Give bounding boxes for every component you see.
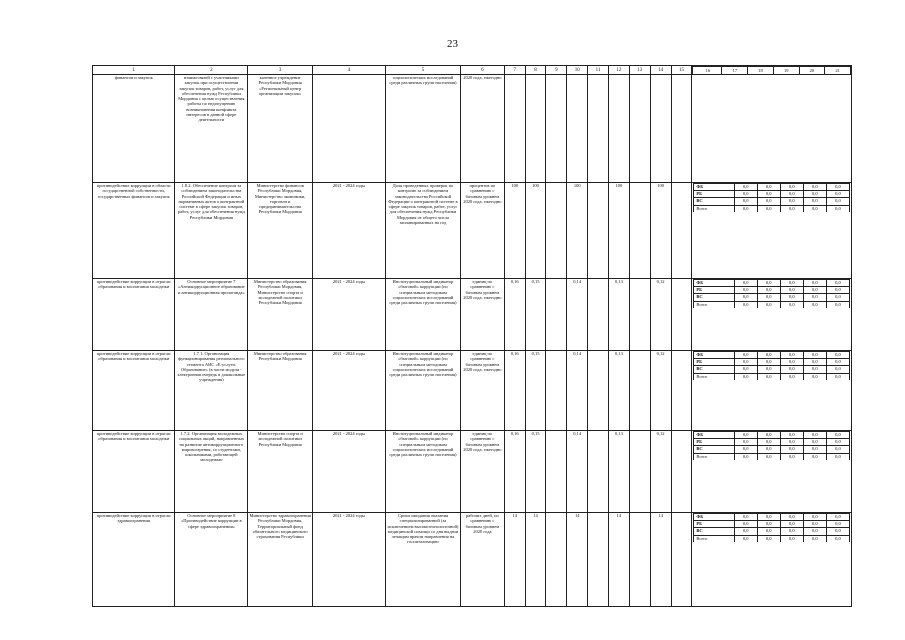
indicator-value-cell: 0,14 (567, 351, 588, 431)
financing-cell (692, 431, 852, 513)
indicator-cell: Доля проведенных проверок по контролю за соблюдением законодательства Российской Федерации о контрактной системе в сфере закупок товаров, работ, услуг для обеспечения нужд Республики Мордовия от общего числа запланированных на год (385, 183, 460, 279)
funding-source-label: ФБ (694, 352, 734, 359)
funding-amount: 0,0 (780, 439, 803, 446)
indicator-value-cell (671, 279, 692, 351)
funding-source-label: ФБ (694, 432, 734, 439)
table-row (93, 279, 852, 351)
indicator-value-cell: 14 (504, 513, 525, 607)
funding-amount: 0,0 (734, 191, 757, 198)
measure-cell: 1.8.2. Обеспечение контроля за соблюдением законодательства Российской Федерации и иных нормативных актов о контрактной системе в сфере закупок товаров, работ, услуг для обеспечения нужд Республики Мордовия (175, 183, 248, 279)
program-table (92, 65, 852, 607)
funding-amount: 0,0 (734, 359, 757, 366)
unit-cell: рабочих дней, по сравнению с базовым уровнем 2020 года (460, 513, 504, 607)
indicator-value-cell (588, 513, 609, 607)
column-number: 9 (546, 66, 567, 75)
funding-amount: 0,0 (780, 191, 803, 198)
funding-amount: 0,0 (826, 528, 849, 535)
funding-amount: 0,0 (780, 366, 803, 373)
column-number: 1 (93, 66, 175, 75)
funding-amount: 0,0 (780, 184, 803, 191)
direction-cell: противодействие коррупции в области государственной собственности, государственных финансов и закупок (93, 183, 175, 279)
indicator-value-cell: 0,14 (567, 279, 588, 351)
funding-amount: 0,0 (803, 352, 826, 359)
financing-row (694, 205, 850, 212)
indicator-value-cell: 0,15 (525, 351, 546, 431)
funding-amount: 0,0 (826, 205, 849, 212)
column-number: 10 (567, 66, 588, 75)
funding-source-label: ФБ (694, 280, 734, 287)
funding-amount: 0,0 (780, 294, 803, 301)
funding-amount: 0,0 (734, 294, 757, 301)
funding-amount: 0,0 (826, 521, 849, 528)
indicator-value-cell: 0,12 (650, 351, 671, 431)
column-number: 7 (504, 66, 525, 75)
funding-amount: 0,0 (826, 280, 849, 287)
financing-row (694, 373, 850, 380)
column-number: 12 (608, 66, 629, 75)
financing-row (694, 287, 850, 294)
column-number: 18 (748, 67, 774, 75)
indicator-cell: Институциональный индикатор «бытовой» коррупции (по специальным методикам социологических исследований среди различных групп населения) (385, 431, 460, 513)
funding-amount: 0,0 (826, 184, 849, 191)
indicator-cell: Институциональный индикатор «бытовой» коррупции (по специальным методикам социологических исследований среди различных групп населения) (385, 279, 460, 351)
direction-cell: финансов и закупок (93, 75, 175, 183)
funding-amount: 0,0 (826, 352, 849, 359)
financing-cell (692, 279, 852, 351)
indicator-value-cell (629, 431, 650, 513)
indicator-value-cell (588, 75, 609, 183)
indicator-value-cell: 0,14 (567, 431, 588, 513)
indicator-value-cell: 100 (567, 183, 588, 279)
funding-amount: 0,0 (803, 280, 826, 287)
financing-row (694, 301, 850, 308)
financing-row (694, 280, 850, 287)
financing-table (693, 351, 850, 380)
funding-amount: 0,0 (734, 439, 757, 446)
column-number: 15 (671, 66, 692, 75)
column-number: 11 (588, 66, 609, 75)
indicator-value-cell: 0,15 (525, 431, 546, 513)
column-number: 21 (825, 67, 851, 75)
funding-amount: 0,0 (734, 432, 757, 439)
funding-amount: 0,0 (757, 301, 780, 308)
funding-amount: 0,0 (803, 439, 826, 446)
funding-amount: 0,0 (780, 521, 803, 528)
funding-amount: 0,0 (757, 366, 780, 373)
indicator-value-cell (546, 183, 567, 279)
column-number-row (93, 66, 852, 75)
indicator-value-cell: 0,15 (525, 279, 546, 351)
funding-amount: 0,0 (780, 301, 803, 308)
indicator-value-cell: 0,13 (608, 351, 629, 431)
indicator-cell: социологических исследований среди различных групп населения) (385, 75, 460, 183)
direction-cell: противодействие коррупции в отрасли образования и воспитания молодежи (93, 431, 175, 513)
table-row (93, 431, 852, 513)
direction-cell: противодействие коррупции в отрасли здравоохранения (93, 513, 175, 607)
funding-source-label: Всего (694, 205, 734, 212)
financing-table (693, 279, 850, 308)
executor-cell: Министерство образования Республики Мордовия (248, 351, 313, 431)
indicator-value-cell: 100 (608, 183, 629, 279)
funding-amount: 0,0 (826, 198, 849, 205)
funding-amount: 0,0 (757, 535, 780, 542)
funding-amount: 0,0 (734, 514, 757, 521)
financing-cell (692, 351, 852, 431)
indicator-value-cell (588, 279, 609, 351)
funding-amount: 0,0 (734, 205, 757, 212)
funding-amount: 0,0 (757, 294, 780, 301)
financing-cell (692, 75, 852, 183)
funding-amount: 0,0 (757, 280, 780, 287)
funding-amount: 0,0 (780, 528, 803, 535)
funding-amount: 0,0 (757, 439, 780, 446)
funding-amount: 0,0 (803, 373, 826, 380)
column-number: 14 (650, 66, 671, 75)
indicator-value-cell (608, 75, 629, 183)
measure-cell: 1.7.1. Организация функционирования регионального сегмента АИС «Е-услуги. Образование» (в части модуля - электронная очередь в дошкольные учреждения) (175, 351, 248, 431)
funding-amount: 0,0 (826, 359, 849, 366)
column-number: 2 (175, 66, 248, 75)
indicator-value-cell (671, 75, 692, 183)
funding-amount: 0,0 (734, 198, 757, 205)
indicator-value-cell: 100 (525, 183, 546, 279)
indicator-cell: Институциональный индикатор «бытовой» коррупции (по специальным методикам социологических исследований среди различных групп населения) (385, 351, 460, 431)
indicator-value-cell: 0,12 (650, 431, 671, 513)
funding-amount: 0,0 (826, 453, 849, 460)
indicator-value-cell (629, 513, 650, 607)
funding-amount: 0,0 (734, 301, 757, 308)
funding-amount: 0,0 (803, 432, 826, 439)
indicator-value-cell (629, 183, 650, 279)
funding-source-label: Всего (694, 301, 734, 308)
executor-cell: Министерство спорта и молодежной политики Республики Мордовия (248, 431, 313, 513)
funding-amount: 0,0 (826, 373, 849, 380)
indicator-value-cell (546, 431, 567, 513)
unit-cell: единиц по сравнению с базовым уровнем 2020 года, ежегодно (460, 431, 504, 513)
indicator-value-cell: 0,16 (504, 351, 525, 431)
funding-amount: 0,0 (734, 446, 757, 453)
funding-amount: 0,0 (780, 205, 803, 212)
table-row (93, 513, 852, 607)
indicator-value-cell (546, 513, 567, 607)
funding-amount: 0,0 (780, 198, 803, 205)
financing-row (694, 446, 850, 453)
executor-cell: казенное учреждение Республики Мордовия «Региональный центр организации закупок» (248, 75, 313, 183)
funding-amount: 0,0 (826, 446, 849, 453)
financing-table (693, 513, 850, 542)
funding-source-label: ВС (694, 198, 734, 205)
funding-source-label: ВС (694, 528, 734, 535)
funding-source-label: РБ (694, 287, 734, 294)
indicator-value-cell (588, 431, 609, 513)
unit-cell: процентов по сравнению с базовым уровнем 2020 года, ежегодно (460, 183, 504, 279)
indicator-value-cell (546, 351, 567, 431)
funding-source-label: РБ (694, 191, 734, 198)
funding-amount: 0,0 (803, 366, 826, 373)
column-number: 5 (385, 66, 460, 75)
funding-amount: 0,0 (757, 373, 780, 380)
funding-source-label: Всего (694, 373, 734, 380)
financing-row (694, 191, 850, 198)
indicator-value-cell (629, 351, 650, 431)
period-cell: 2021 - 2024 годы (312, 513, 385, 607)
measure-cell: Основное мероприятие 7 «Антикоррупционное образование и антикоррупционная пропаганда» (175, 279, 248, 351)
column-number: 17 (722, 67, 748, 75)
financing-row (694, 439, 850, 446)
table-row (93, 351, 852, 431)
funding-amount: 0,0 (826, 439, 849, 446)
funding-amount: 0,0 (826, 301, 849, 308)
column-number: 13 (629, 66, 650, 75)
funding-source-label: ФБ (694, 514, 734, 521)
funding-amount: 0,0 (757, 191, 780, 198)
funding-amount: 0,0 (803, 191, 826, 198)
unit-cell: 2020 года, ежегодно (460, 75, 504, 183)
indicator-value-cell (671, 513, 692, 607)
period-cell: 2021 - 2024 годы (312, 183, 385, 279)
funding-amount: 0,0 (826, 366, 849, 373)
indicator-value-cell: 14 (608, 513, 629, 607)
indicator-value-cell: 100 (504, 183, 525, 279)
funding-amount: 0,0 (803, 535, 826, 542)
funding-amount: 0,0 (734, 373, 757, 380)
period-cell: 2021 - 2024 годы (312, 431, 385, 513)
funding-amount: 0,0 (803, 453, 826, 460)
financing-row (694, 535, 850, 542)
indicator-value-cell (546, 279, 567, 351)
funding-amount: 0,0 (826, 432, 849, 439)
funding-amount: 0,0 (803, 184, 826, 191)
indicator-value-cell: 0,13 (608, 431, 629, 513)
funding-amount: 0,0 (803, 446, 826, 453)
direction-cell: противодействие коррупции в отрасли образования и воспитания молодежи (93, 279, 175, 351)
funding-amount: 0,0 (803, 198, 826, 205)
indicator-value-cell (525, 75, 546, 183)
column-number-group (692, 66, 852, 75)
direction-cell: противодействие коррупции в отрасли образования и воспитания молодежи (93, 351, 175, 431)
funding-amount: 0,0 (734, 280, 757, 287)
financing-table (693, 431, 850, 460)
funding-source-label: Всего (694, 535, 734, 542)
funding-amount: 0,0 (780, 432, 803, 439)
financing-row (694, 352, 850, 359)
column-number: 4 (312, 66, 385, 75)
financing-row (694, 514, 850, 521)
funding-amount: 0,0 (803, 528, 826, 535)
funding-amount: 0,0 (757, 514, 780, 521)
column-number: 8 (525, 66, 546, 75)
funding-amount: 0,0 (734, 352, 757, 359)
funding-source-label: ФБ (694, 184, 734, 191)
funding-amount: 0,0 (803, 287, 826, 294)
column-number: 3 (248, 66, 313, 75)
funding-amount: 0,0 (757, 184, 780, 191)
financing-cell (692, 183, 852, 279)
funding-source-label: ВС (694, 366, 734, 373)
executor-cell: Министерство финансов Республики Мордовия, Министерство экономики, торговли и предпринимательства Республики Мордовия (248, 183, 313, 279)
funding-amount: 0,0 (803, 294, 826, 301)
funding-amount: 0,0 (803, 514, 826, 521)
funding-amount: 0,0 (803, 359, 826, 366)
funding-amount: 0,0 (780, 287, 803, 294)
period-cell: 2021 - 2024 годы (312, 279, 385, 351)
funding-amount: 0,0 (757, 521, 780, 528)
funding-amount: 0,0 (780, 359, 803, 366)
funding-source-label: Всего (694, 453, 734, 460)
indicator-value-cell (671, 351, 692, 431)
funding-amount: 0,0 (780, 446, 803, 453)
financing-row (694, 366, 850, 373)
funding-source-label: РБ (694, 521, 734, 528)
funding-amount: 0,0 (757, 446, 780, 453)
funding-amount: 0,0 (826, 294, 849, 301)
indicator-value-cell (546, 75, 567, 183)
funding-amount: 0,0 (803, 205, 826, 212)
funding-amount: 0,0 (826, 514, 849, 521)
indicator-value-cell: 0,12 (650, 279, 671, 351)
funding-amount: 0,0 (757, 528, 780, 535)
funding-amount: 0,0 (780, 535, 803, 542)
indicator-value-cell: 100 (650, 183, 671, 279)
indicator-value-cell (588, 183, 609, 279)
unit-cell: единиц по сравнению с базовым уровнем 2020 года, ежегодно (460, 279, 504, 351)
funding-amount: 0,0 (734, 528, 757, 535)
indicator-value-cell (650, 75, 671, 183)
funding-amount: 0,0 (803, 521, 826, 528)
indicator-value-cell: 14 (525, 513, 546, 607)
unit-cell: единиц по сравнению с базовым уровнем 2020 года, ежегодно (460, 351, 504, 431)
indicator-value-cell: 0,16 (504, 279, 525, 351)
executor-cell: Министерство образования Республики Мордовия, Министерство спорта и молодежной политики Республики Мордовия (248, 279, 313, 351)
period-cell (312, 75, 385, 183)
period-cell: 2021 - 2024 годы (312, 351, 385, 431)
indicator-value-cell (588, 351, 609, 431)
financing-row (694, 198, 850, 205)
funding-amount: 0,0 (780, 280, 803, 287)
table-row (93, 75, 852, 183)
page-number: 23 (447, 38, 458, 50)
funding-amount: 0,0 (826, 287, 849, 294)
column-number: 16 (693, 67, 722, 75)
measure-cell: Основное мероприятие 8 «Противодействие коррупции в сфере здравоохранения» (175, 513, 248, 607)
funding-amount: 0,0 (780, 453, 803, 460)
funding-amount: 0,0 (780, 373, 803, 380)
funding-amount: 0,0 (780, 352, 803, 359)
funding-amount: 0,0 (826, 191, 849, 198)
funding-source-label: РБ (694, 359, 734, 366)
financing-table (693, 183, 850, 212)
funding-amount: 0,0 (734, 535, 757, 542)
funding-amount: 0,0 (757, 198, 780, 205)
indicator-value-cell: 14 (567, 513, 588, 607)
indicator-value-cell: 0,13 (608, 279, 629, 351)
funding-amount: 0,0 (757, 205, 780, 212)
funding-amount: 0,0 (734, 184, 757, 191)
indicator-value-cell: 14 (650, 513, 671, 607)
funding-amount: 0,0 (734, 453, 757, 460)
funding-amount: 0,0 (757, 352, 780, 359)
funding-amount: 0,0 (734, 287, 757, 294)
financing-row (694, 359, 850, 366)
funding-source-label: ВС (694, 294, 734, 301)
financing-row (694, 294, 850, 301)
column-number: 19 (773, 67, 799, 75)
indicator-value-cell (671, 431, 692, 513)
column-number: 20 (799, 67, 825, 75)
executor-cell: Министерство здравоохранения Республики Мордовия, Территориальный фонд обязательного медицинского страхования Республики (248, 513, 313, 607)
funding-amount: 0,0 (757, 287, 780, 294)
financing-row (694, 528, 850, 535)
measure-cell: 1.7.2. Организация молодежных социальных акций, направленных на развитие антикоррупционного мировоззрения, со студентами, школьниками, работающей молодежью (175, 431, 248, 513)
column-number: 6 (460, 66, 504, 75)
indicator-value-cell (671, 183, 692, 279)
funding-amount: 0,0 (826, 535, 849, 542)
financing-row (694, 184, 850, 191)
funding-amount: 0,0 (734, 366, 757, 373)
funding-source-label: РБ (694, 439, 734, 446)
indicator-value-cell (504, 75, 525, 183)
measure-cell: взаимосвязей с участниками закупок при осуществлении закупок товаров, работ, услуг для обеспечения нужд Республики Мордовия с целью осуществления работы по недопущению возникновения конфликта интересов в данной сфере деятельности (175, 75, 248, 183)
indicator-cell: Сроки ожидания оказания специализированной (за исключением высокотехнологичной) медицинской помощи со дня выдачи лечащим врачом направления на госпитализацию (385, 513, 460, 607)
funding-amount: 0,0 (734, 521, 757, 528)
indicator-value-cell (629, 75, 650, 183)
indicator-value-cell (567, 75, 588, 183)
financing-cell (692, 513, 852, 607)
funding-amount: 0,0 (803, 301, 826, 308)
indicator-value-cell: 0,16 (504, 431, 525, 513)
funding-source-label: ВС (694, 446, 734, 453)
funding-amount: 0,0 (757, 453, 780, 460)
table-row (93, 183, 852, 279)
financing-row (694, 432, 850, 439)
financing-row (694, 453, 850, 460)
funding-amount: 0,0 (757, 432, 780, 439)
indicator-value-cell (629, 279, 650, 351)
financing-row (694, 521, 850, 528)
funding-amount: 0,0 (780, 514, 803, 521)
funding-amount: 0,0 (757, 359, 780, 366)
